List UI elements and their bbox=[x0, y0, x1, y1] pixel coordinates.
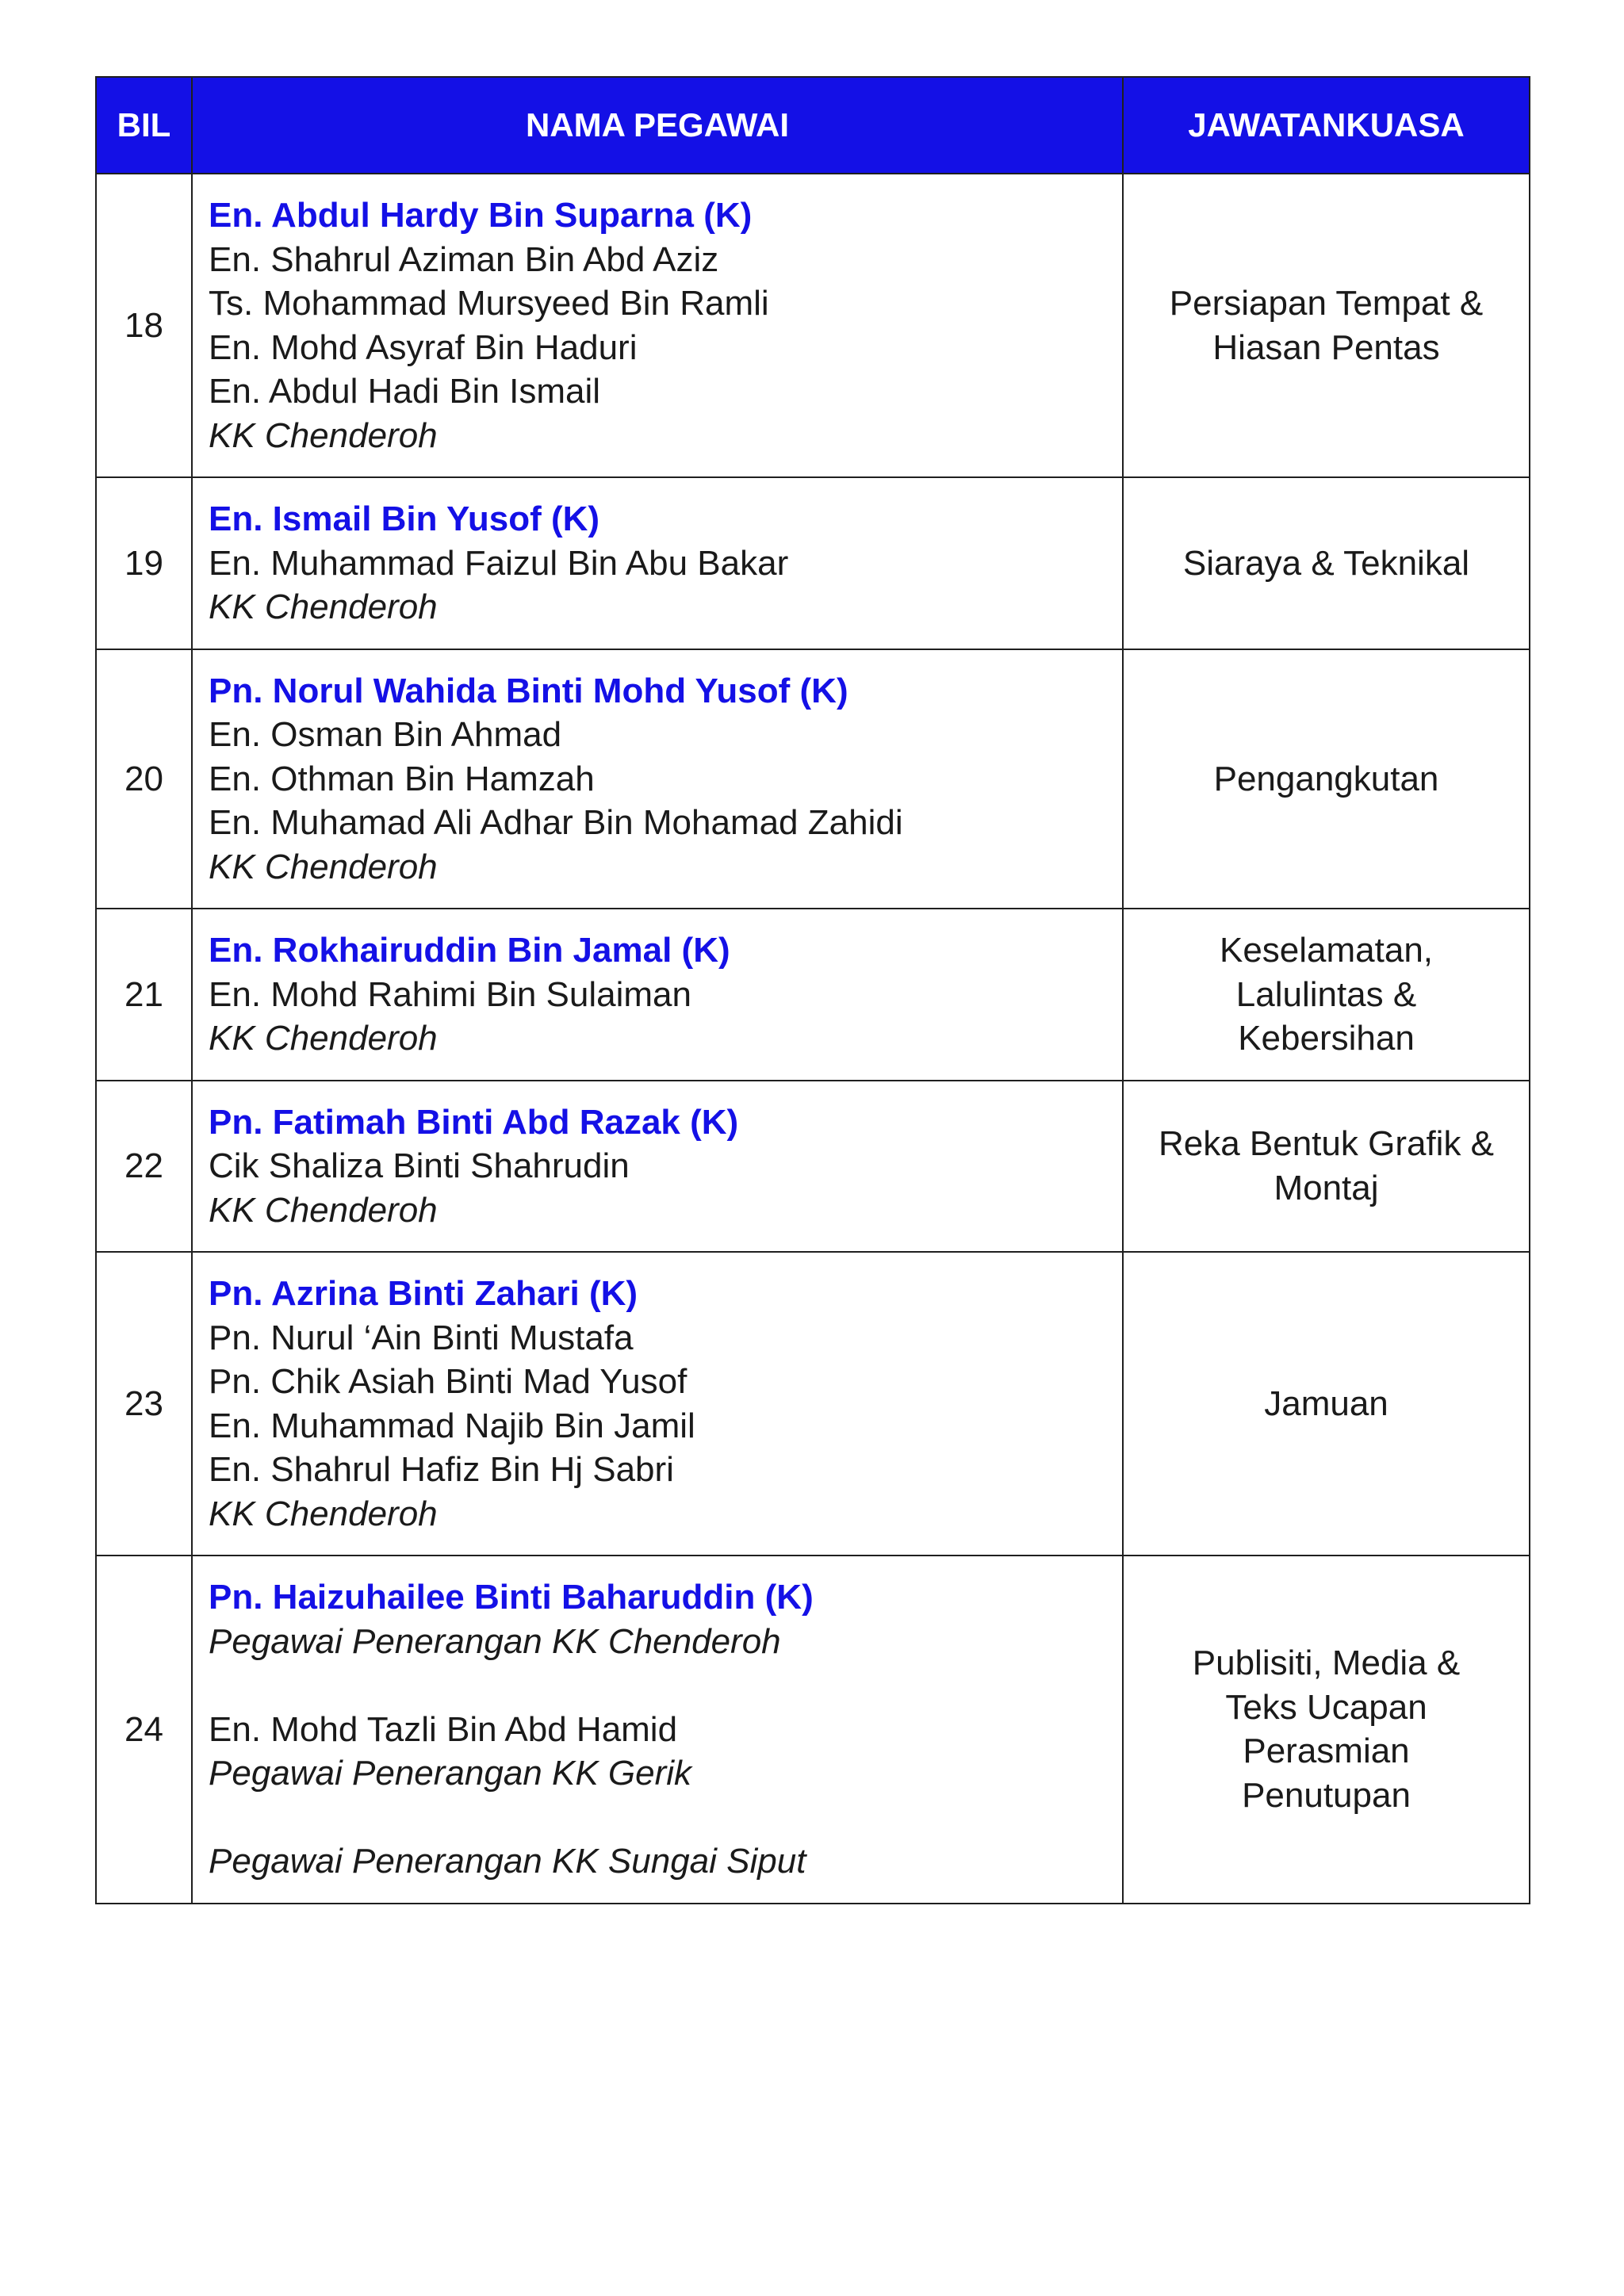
table-row bbox=[96, 477, 1530, 649]
committee-member: Pn. Nurul ‘Ain Binti Mustafa bbox=[209, 1318, 634, 1357]
committee-member: En. Shahrul Aziman Bin Abd Aziz bbox=[209, 239, 719, 279]
officer-list bbox=[192, 1556, 1123, 1904]
committee-member: En. Othman Bin Hamzah bbox=[209, 759, 595, 798]
header-nama-pegawai: NAMA PEGAWAI bbox=[192, 77, 1123, 174]
committee-member: En. Mohd Rahimi Bin Sulaiman bbox=[209, 974, 691, 1014]
committee-name bbox=[1123, 1081, 1530, 1253]
committee-name bbox=[1123, 649, 1530, 909]
header-jawatankuasa: JAWATANKUASA bbox=[1123, 77, 1530, 174]
officer-list bbox=[192, 1252, 1123, 1556]
committee-name bbox=[1123, 174, 1530, 477]
table-row bbox=[96, 1081, 1530, 1253]
committee-member: En. Muhamad Ali Adhar Bin Mohamad Zahidi bbox=[209, 803, 903, 842]
committee-leader: En. Ismail Bin Yusof (K) bbox=[209, 499, 600, 538]
committee-member: Cik Shaliza Binti Shahrudin bbox=[209, 1146, 630, 1185]
table-row bbox=[96, 174, 1530, 477]
blank-line bbox=[209, 1796, 1108, 1840]
blank-line bbox=[209, 1663, 1108, 1708]
office-unit: KK Chenderoh bbox=[209, 847, 438, 886]
committee-table bbox=[95, 76, 1530, 1904]
committee-name-line: Persiapan Tempat & bbox=[1169, 284, 1484, 323]
office-unit: KK Chenderoh bbox=[209, 1190, 438, 1230]
committee-leader: Pn. Azrina Binti Zahari (K) bbox=[209, 1274, 638, 1313]
office-unit: Pegawai Penerangan KK Chenderoh bbox=[209, 1621, 781, 1661]
committee-name-line: Lalulintas & bbox=[1235, 974, 1417, 1014]
committee-member: En. Mohd Tazli Bin Abd Hamid bbox=[209, 1709, 678, 1749]
row-number: 20 bbox=[96, 649, 192, 909]
committee-name-line: Penutupan bbox=[1242, 1775, 1411, 1815]
table-header bbox=[96, 77, 1530, 174]
table-row bbox=[96, 649, 1530, 909]
committee-name-line: Siaraya & Teknikal bbox=[1182, 543, 1470, 583]
table-body bbox=[96, 174, 1530, 1904]
header-row bbox=[96, 77, 1530, 174]
committee-leader: Pn. Haizuhailee Binti Baharuddin (K) bbox=[209, 1578, 814, 1617]
committee-name-line: Montaj bbox=[1274, 1168, 1379, 1207]
committee-name-line: Hiasan Pentas bbox=[1212, 327, 1440, 367]
table-row bbox=[96, 909, 1530, 1081]
officer-list bbox=[192, 174, 1123, 477]
officer-list bbox=[192, 1081, 1123, 1253]
row-number: 23 bbox=[96, 1252, 192, 1556]
row-number: 22 bbox=[96, 1081, 192, 1253]
officer-list bbox=[192, 477, 1123, 649]
committee-leader: Pn. Norul Wahida Binti Mohd Yusof (K) bbox=[209, 671, 848, 710]
committee-name bbox=[1123, 1252, 1530, 1556]
committee-name-line: Teks Ucapan bbox=[1225, 1687, 1427, 1727]
header-bil: BIL bbox=[96, 77, 192, 174]
committee-name-line: Perasmian bbox=[1243, 1732, 1410, 1771]
committee-member: En. Shahrul Hafiz Bin Hj Sabri bbox=[209, 1450, 674, 1489]
committee-member: En. Muhammad Najib Bin Jamil bbox=[209, 1406, 695, 1445]
committee-name bbox=[1123, 909, 1530, 1081]
office-unit: KK Chenderoh bbox=[209, 587, 438, 626]
office-unit: Pegawai Penerangan KK Sungai Siput bbox=[209, 1842, 806, 1881]
row-number: 18 bbox=[96, 174, 192, 477]
office-unit: Pegawai Penerangan KK Gerik bbox=[209, 1754, 692, 1793]
committee-member: Pn. Chik Asiah Binti Mad Yusof bbox=[209, 1362, 688, 1401]
office-unit: KK Chenderoh bbox=[209, 1019, 438, 1058]
committee-name bbox=[1123, 1556, 1530, 1904]
committee-member: Ts. Mohammad Mursyeed Bin Ramli bbox=[209, 284, 769, 323]
committee-member: En. Mohd Asyraf Bin Haduri bbox=[209, 327, 638, 367]
committee-name-line: Pengangkutan bbox=[1213, 759, 1439, 798]
committee-leader: En. Abdul Hardy Bin Suparna (K) bbox=[209, 196, 753, 235]
office-unit: KK Chenderoh bbox=[209, 415, 438, 455]
table-row bbox=[96, 1252, 1530, 1556]
row-number: 21 bbox=[96, 909, 192, 1081]
table-row bbox=[96, 1556, 1530, 1904]
committee-leader: Pn. Fatimah Binti Abd Razak (K) bbox=[209, 1102, 739, 1142]
officer-list bbox=[192, 909, 1123, 1081]
row-number: 24 bbox=[96, 1556, 192, 1904]
committee-leader: En. Rokhairuddin Bin Jamal (K) bbox=[209, 931, 730, 970]
committee-name-line: Kebersihan bbox=[1238, 1019, 1415, 1058]
committee-member: En. Muhammad Faizul Bin Abu Bakar bbox=[209, 543, 789, 583]
committee-name-line: Jamuan bbox=[1264, 1383, 1388, 1423]
row-number: 19 bbox=[96, 477, 192, 649]
officer-list bbox=[192, 649, 1123, 909]
committee-name-line: Keselamatan, bbox=[1219, 931, 1434, 970]
committee-member: En. Abdul Hadi Bin Ismail bbox=[209, 372, 601, 411]
committee-member: En. Osman Bin Ahmad bbox=[209, 715, 562, 754]
committee-name-line: Reka Bentuk Grafik & bbox=[1158, 1124, 1495, 1164]
committee-name-line: Publisiti, Media & bbox=[1192, 1644, 1461, 1683]
office-unit: KK Chenderoh bbox=[209, 1494, 438, 1533]
committee-name bbox=[1123, 477, 1530, 649]
